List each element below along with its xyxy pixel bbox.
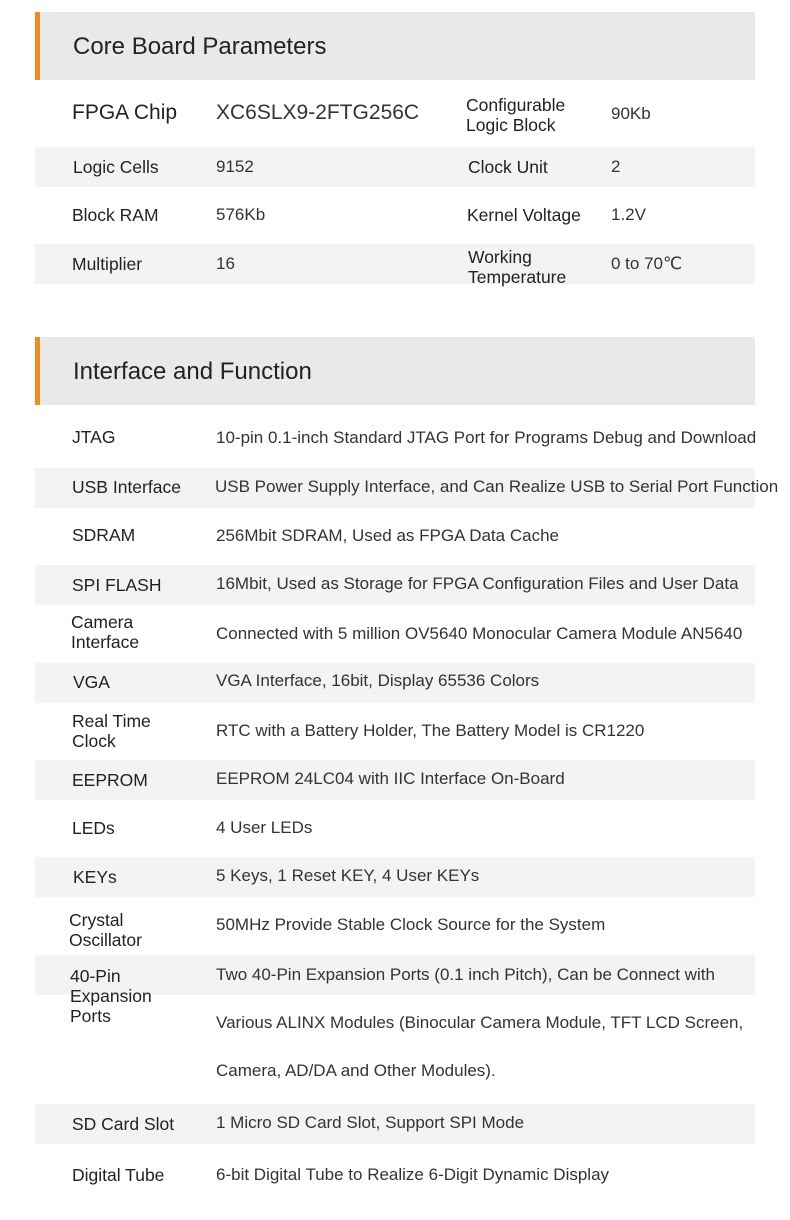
interface-label: JTAG	[72, 427, 116, 447]
interface-description-line: Two 40-Pin Expansion Ports (0.1 inch Pitch), Can be Connect with	[216, 965, 715, 984]
interface-description: EEPROM 24LC04 with IIC Interface On-Board	[216, 769, 565, 788]
interface-description: 256Mbit SDRAM, Used as FPGA Data Cache	[216, 526, 559, 545]
interface-label: SD Card Slot	[72, 1114, 175, 1134]
param-value: 0 to 70℃	[611, 254, 683, 273]
param-label: Multiplier	[72, 254, 143, 274]
interface-description: 16Mbit, Used as Storage for FPGA Configuration Files and User Data	[216, 574, 739, 593]
interface-description: 6-bit Digital Tube to Realize 6-Digit Dynamic Display	[216, 1165, 610, 1184]
interface-label: Digital Tube	[72, 1165, 165, 1185]
interface-description: 50MHz Provide Stable Clock Source for the System	[216, 915, 606, 934]
interface-label: Real Time Clock	[72, 711, 151, 751]
param-label: Logic Cells	[73, 157, 159, 177]
interface-label: SDRAM	[72, 525, 136, 545]
interface-label: VGA	[73, 672, 110, 692]
interface-description: 5 Keys, 1 Reset KEY, 4 User KEYs	[216, 866, 480, 885]
param-label: Block RAM	[72, 205, 159, 225]
interface-label: KEYs	[73, 867, 117, 887]
interface-label: EEPROM	[72, 770, 148, 790]
param-value: 1.2V	[611, 205, 646, 224]
param-value: 16	[216, 254, 235, 273]
param-label: Working Temperature	[468, 247, 567, 287]
param-value: 90Kb	[611, 104, 651, 123]
param-value: 576Kb	[216, 205, 266, 224]
param-label: Clock Unit	[468, 157, 548, 177]
param-value: XC6SLX9-2FTG256C	[216, 101, 420, 124]
param-value: 2	[611, 157, 621, 176]
interface-label: SPI FLASH	[72, 575, 162, 595]
interface-description: Connected with 5 million OV5640 Monocular Camera Module AN5640	[216, 624, 743, 643]
interface-description: 1 Micro SD Card Slot, Support SPI Mode	[216, 1113, 525, 1132]
param-label: Kernel Voltage	[467, 205, 581, 225]
interface-label: 40-Pin Expansion Ports	[70, 966, 152, 1026]
interface-function-header	[35, 337, 755, 405]
header-accent-bar	[35, 337, 40, 405]
interface-description: 10-pin 0.1-inch Standard JTAG Port for Programs Debug and Download	[216, 428, 757, 447]
section-title: Interface and Function	[73, 358, 312, 385]
interface-label: LEDs	[72, 818, 115, 838]
interface-description: RTC with a Battery Holder, The Battery Model is CR1220	[216, 721, 645, 740]
interface-label: Crystal Oscillator	[69, 910, 142, 950]
interface-label: Camera Interface	[71, 612, 140, 652]
core-params-header	[35, 12, 755, 80]
param-label: FPGA Chip	[72, 101, 178, 124]
interface-description: 4 User LEDs	[216, 818, 313, 837]
interface-description-line: Various ALINX Modules (Binocular Camera Module, TFT LCD Screen,	[216, 1013, 744, 1032]
section-title: Core Board Parameters	[73, 33, 327, 60]
param-label: Configurable Logic Block	[466, 95, 566, 135]
interface-label: USB Interface	[72, 477, 181, 497]
param-value: 9152	[216, 157, 254, 176]
interface-description-line: Camera, AD/DA and Other Modules).	[216, 1061, 496, 1080]
interface-description: USB Power Supply Interface, and Can Realize USB to Serial Port Function	[215, 477, 779, 496]
interface-description: VGA Interface, 16bit, Display 65536 Colors	[216, 671, 540, 690]
header-accent-bar	[35, 12, 40, 80]
